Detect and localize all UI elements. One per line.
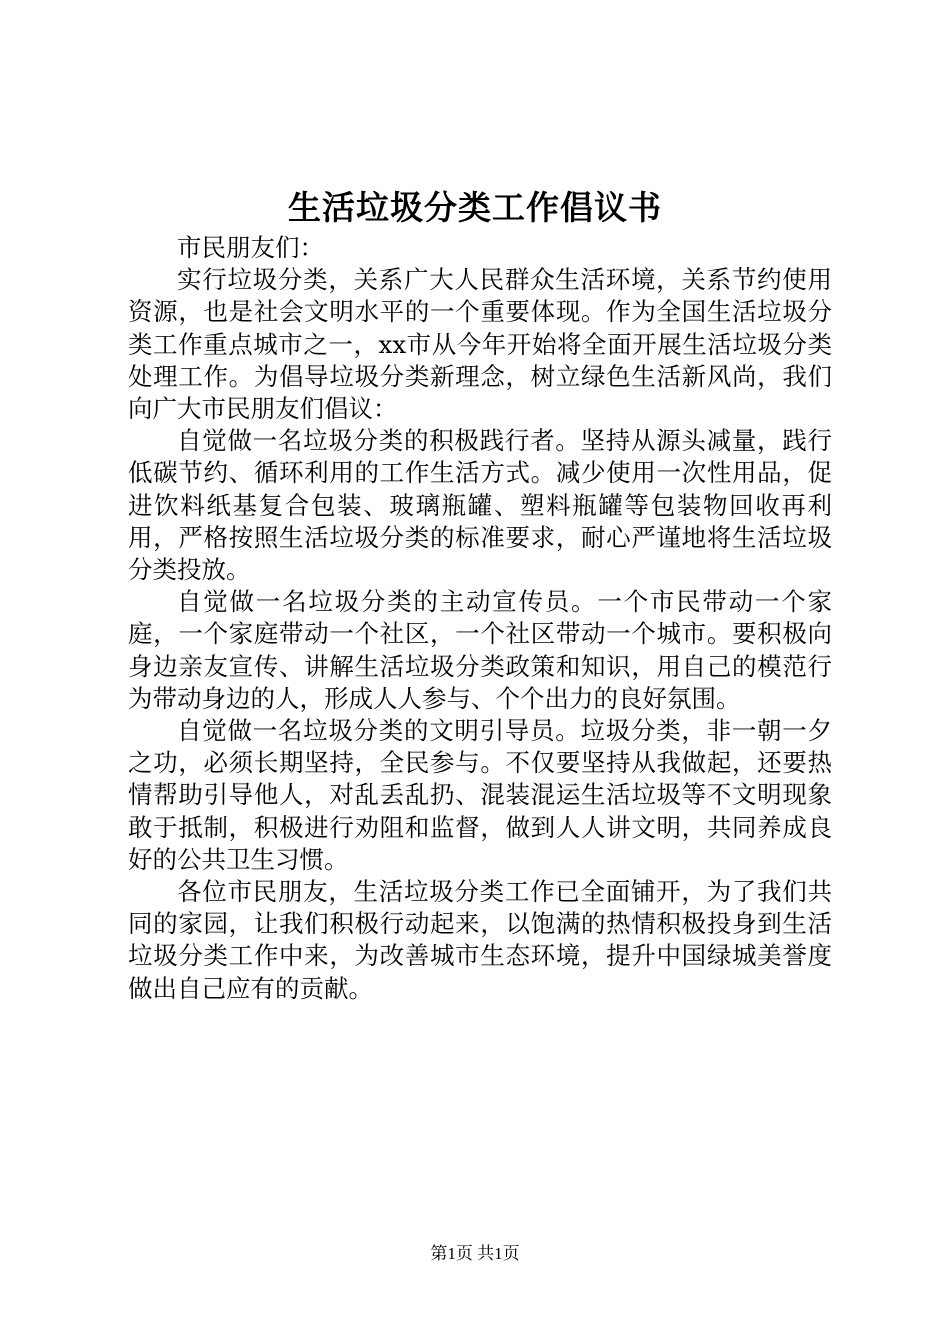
- paragraph-practitioner: 自觉做一名垃圾分类的积极践行者。坚持从源头减量，践行低碳节约、循环利用的工作生活方式。减少使用一次性用品，促进饮料纸基复合包装、玻璃瓶罐、塑料瓶罐等包装物回收再利用，严格按照生活垃圾分类的标准要求，耐心严谨地将生活垃圾分类投放。: [128, 426, 832, 585]
- paragraph-closing: 各位市民朋友，生活垃圾分类工作已全面铺开，为了我们共同的家园，让我们积极行动起来，以饱满的热情积极投身到生活垃圾分类工作中来，为改善城市生态环境，提升中国绿城美誉度做出自己应有的贡献。: [128, 877, 832, 1003]
- document-title: 生活垃圾分类工作倡议书: [288, 188, 662, 227]
- document-body: [128, 232, 832, 1005]
- paragraph-promoter: 自觉做一名垃圾分类的主动宣传员。一个市民带动一个家庭，一个家庭带动一个社区，一个社区带动一个城市。要积极向身边亲友宣传、讲解生活垃圾分类政策和知识，用自己的模范行为带动身边的人，形成人人参与、个个出力的良好氛围。: [128, 587, 832, 713]
- salutation: 市民朋友们：: [177, 233, 324, 262]
- paragraph-guide: 自觉做一名垃圾分类的文明引导员。垃圾分类，非一朝一夕之功，必须长期坚持，全民参与。不仅要坚持从我做起，还要热情帮助引导他人，对乱丢乱扔、混装混运生活垃圾等不文明现象敢于抵制，积极进行劝阻和监督，做到人人讲文明，共同养成良好的公共卫生习惯。: [128, 716, 832, 874]
- paragraph-intro: 实行垃圾分类，关系广大人民群众生活环境，关系节约使用资源，也是社会文明水平的一个重要体现。作为全国生活垃圾分类工作重点城市之一，xx市从今年开始将全面开展生活垃圾分类处理工作。为倡导垃圾分类新理念，树立绿色生活新风尚，我们向广大市民朋友们倡议：: [128, 265, 832, 424]
- page-number-footer: 第1页 共1页: [430, 1244, 520, 1263]
